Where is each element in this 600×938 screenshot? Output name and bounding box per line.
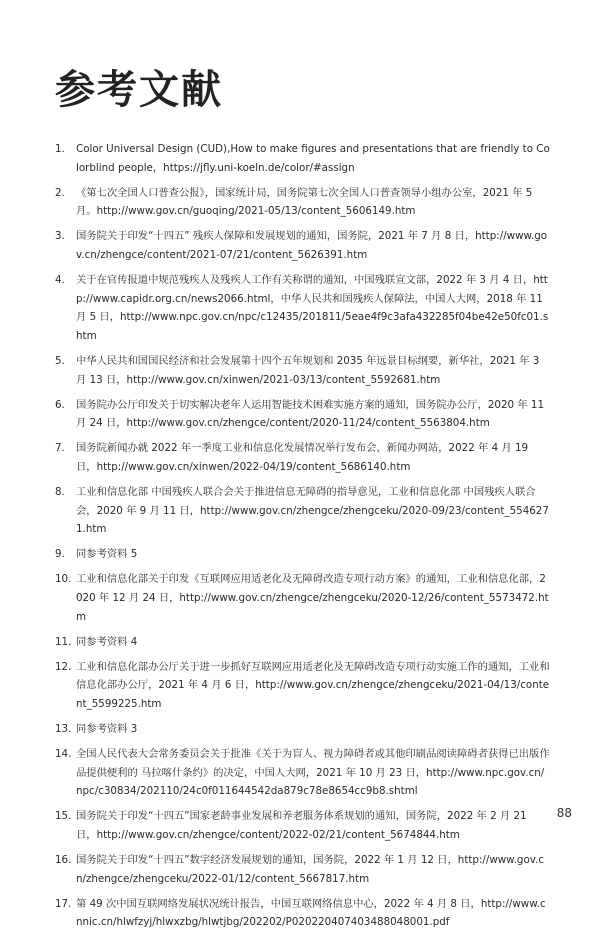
reference-text: 国务院办公厅印发关于切实解决老年人运用智能技术困难实施方案的通知，国务院办公厅，2020 年 11 月 24 日，http://www.gov.cn/zhengce/content/2020-11/24/content_5563804.htm: [76, 398, 545, 430]
reference-item: [55, 140, 550, 177]
reference-item: [55, 483, 550, 539]
reference-item: [55, 807, 550, 844]
reference-text: 第 49 次中国互联网络发展状况统计报告，中国互联网络信息中心，2022 年 4 月 8 日，http://www.cnnic.cn/hlwfzyj/hlwxzbg/hlwtjbg/202202/P020220407403488048001.pdf: [76, 897, 546, 929]
reference-item: [55, 396, 550, 433]
reference-number: 15.: [55, 810, 72, 823]
reference-text: 工业和信息化部关于印发《互联网应用适老化及无障碍改造专项行动方案》的通知，工业和信息化部，2020 年 12 月 24 日，http://www.gov.cn/zhengce/zhengceku/2020-12/26/content_5573472.htm: [76, 573, 549, 623]
reference-item: [55, 227, 550, 264]
reference-number: 9.: [55, 548, 65, 561]
reference-item: [55, 545, 550, 564]
reference-text: 同参考资料 3: [76, 723, 138, 736]
reference-text: 国务院关于印发“十四五” 残疾人保障和发展规划的通知，国务院，2021 年 7 月 8 日，http://www.gov.cn/zhengce/content/2021-07/21/content_5626391.htm: [76, 230, 548, 261]
reference-number: 13.: [55, 723, 72, 736]
reference-text: 《第七次全国人口普查公报》，国家统计局，国务院第七次全国人口普查领导小组办公室，2021 年 5 月。http://www.gov.cn/guoqing/2021-05/13/content_5606149.htm: [76, 186, 533, 218]
reference-text: 同参考资料 5: [76, 548, 138, 561]
reference-item: [55, 271, 550, 345]
reference-item: [55, 352, 550, 389]
reference-item: [55, 851, 550, 888]
reference-text: 同参考资料 4: [76, 635, 138, 648]
reference-number: 3.: [55, 230, 65, 243]
reference-number: 6.: [55, 398, 65, 411]
reference-item: [55, 895, 550, 932]
page-number: 88: [556, 806, 572, 820]
reference-text: 关于在官传报道中规范残疾人及残疾人工作有关称谓的通知，中国残联宣文部，2022 年 3 月 4 日，http://www.capidr.org.cn/news2066.html，中华人民共和国残疾人保障法，中国人大网，2018 年 11 月 5 日，http://www.npc.gov.cn/npc/c12435/201811/5eae4f9c3afa432285f04be42e50fc01.shtm: [76, 274, 549, 342]
reference-text: 全国人民代表大会常务委员会关于批准《关于为盲人、视力障碍者或其他印刷品阅读障碍者获得已出版作品提供便利的 马拉喀什条约》的决定，中国人大网，2021 年 10 月 23 日，http://www.npc.gov.cn/npc/c30834/202110/24c0f011644542da879c78e8654cc9b8.shtml: [76, 748, 550, 798]
reference-number: 4.: [55, 274, 65, 287]
reference-number: 10.: [55, 573, 72, 586]
reference-number: 5.: [55, 354, 65, 367]
reference-item: [55, 184, 550, 221]
reference-number: 16.: [55, 854, 72, 867]
reference-number: 17.: [55, 897, 72, 910]
reference-text: 工业和信息化部办公厅关于进一步抓好互联网应用适老化及无障碍改造专项行动实施工作的通知，工业和信息化部办公厅，2021 年 4 月 6 日，http://www.gov.cn/zhengce/zhengceku/2021-04/13/content_5599225.htm: [76, 660, 550, 710]
reference-text: 工业和信息化部 中国残疾人联合会关于推进信息无障碍的指导意见，工业和信息化部 中国残疾人联合会，2020 年 9 月 11 日，http://www.gov.cn/zhengce/zhengceku/2020-09/23/content_5546271.htm: [76, 486, 549, 536]
reference-item: [55, 658, 550, 714]
reference-number: 11.: [55, 635, 72, 648]
reference-number: 2.: [55, 186, 65, 199]
reference-list: [55, 140, 550, 938]
reference-item: [55, 745, 550, 801]
reference-number: 1.: [55, 143, 65, 155]
reference-text: 国务院关于印发“十四五”国家老龄事业发展和养老服务体系规划的通知，国务院，2022 年 2 月 21 日，http://www.gov.cn/zhengce/content/2022-02/21/content_5674844.htm: [76, 810, 527, 841]
reference-item: [55, 720, 550, 739]
page-title: 参考文献: [55, 67, 223, 113]
reference-item: [55, 439, 550, 476]
reference-text: 国务院关于印发“十四五”数字经济发展规划的通知，国务院，2022 年 1 月 12 日，http://www.gov.cn/zhengce/zhengceku/2022-01/12/content_5667817.htm: [76, 854, 544, 885]
reference-text: 国务院新闻办就 2022 年一季度工业和信息化发展情况举行发布会，新闻办网站，2022 年 4 月 19 日，http://www.gov.cn/xinwen/2022-04/19/content_5686140.htm: [76, 442, 529, 473]
reference-number: 14.: [55, 748, 72, 761]
reference-item: [55, 633, 550, 652]
reference-text: 中华人民共和国国民经济和社会发展第十四个五年规划和 2035 年远景目标纲要，新华社，2021 年 3 月 13 日，http://www.gov.cn/xinwen/2021-03/13/content_5592681.htm: [76, 354, 540, 386]
reference-number: 7.: [55, 442, 65, 455]
reference-text: Color Universal Design (CUD),How to make figures and presentations that are friendly to Colorblind people，https://jfly.uni-koeln.de/color/#assign: [76, 143, 550, 174]
reference-number: 12.: [55, 660, 72, 673]
reference-number: 8.: [55, 486, 65, 498]
reference-item: [55, 570, 550, 626]
